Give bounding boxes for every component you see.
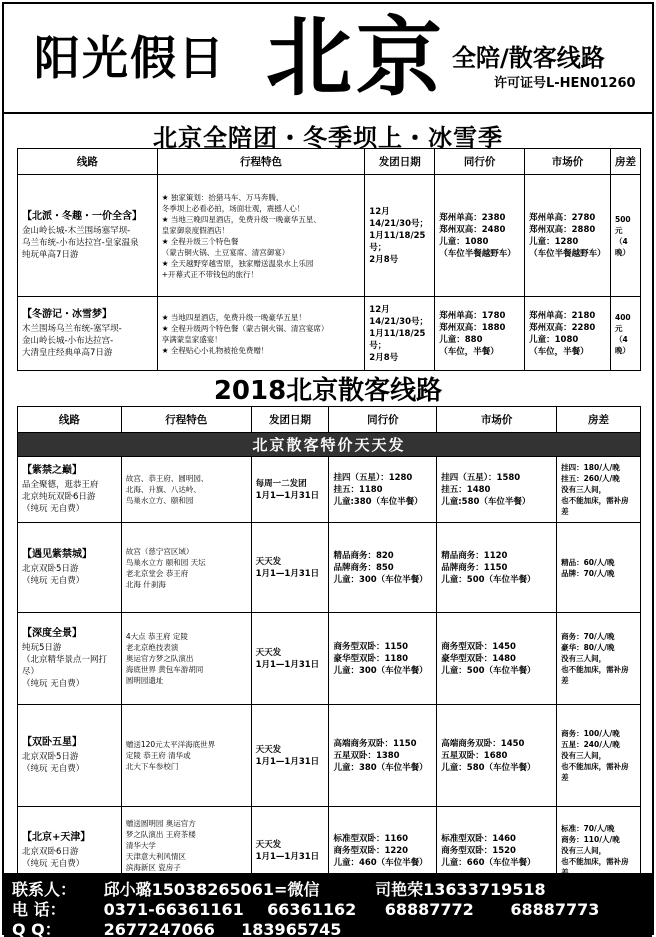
cell-line: 商务：100/人/晚	[561, 729, 620, 738]
cell-line: 老北京绝技表演	[125, 643, 179, 652]
cell-line: 五星双卧：1680	[441, 750, 508, 761]
cell-line: 儿童：580（车位半餐）	[441, 762, 536, 773]
cell-line: 冬季坝上必看必拍，场面壮观，震撼人心！	[161, 203, 305, 213]
cell-line: 金山岭长城-木兰围场塞罕坝-	[22, 225, 131, 236]
dates-cell	[365, 297, 435, 371]
cell-line: 没有三人间，	[561, 846, 607, 855]
cell-line: 儿童:580（车位半餐）	[441, 496, 531, 507]
cell-line: 圆明园遗址	[125, 676, 164, 685]
cell-line: 梦之队演出 王府茶楼	[125, 829, 196, 839]
room-diff-cell	[610, 175, 640, 297]
features-cell	[121, 457, 251, 523]
phone-number: 68887773	[510, 900, 600, 919]
cell-line: 挂五：1180	[333, 484, 383, 495]
table-row	[18, 175, 641, 297]
section1-title: 北京全陪团・冬季坝上・冰雪季	[153, 124, 503, 152]
phone-number: 68887772	[384, 900, 474, 919]
cell-line: 挂五：1480	[441, 484, 491, 495]
special-banner-row	[18, 433, 641, 457]
cell-line: ★ 当地四星酒店，免费升级一晚豪华五星！	[161, 312, 306, 322]
cell-line: 豪华型双卧：1480	[441, 653, 516, 664]
features-cell	[121, 613, 251, 705]
cell-line: 五星：240/人/晚	[561, 740, 620, 749]
cell-line: （纯玩 无自费）	[22, 763, 85, 774]
cell-line: 儿童：660（车位半餐）	[441, 857, 536, 868]
column-header: 房差	[610, 149, 640, 175]
cell-line: 北京双卧5日游	[22, 563, 79, 574]
cell-line: （纯玩 无自费）	[22, 503, 85, 514]
cell-line: ★ 全程升级三个特色餐	[161, 236, 239, 246]
cell-line: 1月1—1月31日	[255, 568, 320, 579]
cell-line: 儿童：500（车位半餐）	[441, 665, 536, 676]
cell-line: 商务型双卧：1150	[333, 641, 409, 652]
cell-line: 故宫、恭王府、圆明园、	[125, 474, 209, 483]
cell-line: 奥运官方梦之队演出	[125, 654, 194, 663]
cell-line: （纯玩 无自费）	[22, 575, 85, 586]
cell-line: 没有三人间，	[561, 751, 607, 760]
cell-line: 儿童：460（车位半餐）	[333, 857, 428, 868]
cell-line: 儿童：1080	[439, 236, 489, 247]
cell-line: 海底世界 黄包车游胡同	[125, 665, 204, 674]
special-banner: 北京散客特价天天发	[18, 433, 641, 457]
peer-price-cell	[329, 523, 437, 613]
features-cell	[157, 297, 365, 371]
cell-line: 赠送圆明园 奥运官方	[125, 818, 196, 828]
cell-line: 金山岭长城-小布达拉宫-	[22, 335, 114, 346]
route-cell	[18, 705, 122, 807]
header	[4, 4, 652, 114]
route-cell	[18, 457, 122, 523]
cell-line: 也不能加床，需补房	[561, 857, 629, 866]
cell-line: 也不能加床，需补房差	[561, 665, 629, 685]
column-header: 发团日期	[251, 407, 329, 433]
cell-line: 儿童:380（车位半餐）	[333, 496, 423, 507]
features-cell	[121, 523, 251, 613]
cell-line: 品全聚德，逛恭王府	[22, 479, 99, 490]
cell-line: 北京纯玩双卧6日游	[22, 491, 96, 502]
cell-line: 北大下车参校门	[125, 762, 179, 771]
cell-line: 儿童：1280	[529, 236, 579, 247]
column-header: 同行价	[329, 407, 437, 433]
table-row	[18, 297, 641, 371]
cell-line: （4晚）	[614, 334, 630, 355]
section2-header-row	[18, 407, 641, 433]
cell-line: 郑州双高：2880	[529, 224, 596, 235]
column-header: 线路	[18, 407, 122, 433]
cell-line: +开幕式正不带钱包的旅行！	[161, 269, 259, 279]
cell-line: 鸟巢水立方、颐和园	[125, 496, 194, 505]
route-cell	[18, 175, 158, 297]
column-header: 同行价	[435, 149, 525, 175]
cell-line: （车位，半餐）	[529, 346, 589, 357]
dates-cell	[365, 175, 435, 297]
cell-line: ★ 当地三晚四星酒店，免费升级一晚豪华五星、	[161, 214, 321, 224]
cell-line: 品牌商务：850	[333, 562, 394, 573]
route-name: 【冬游记・冰雪梦】	[22, 308, 112, 320]
qq-number: 2677247066	[103, 920, 215, 937]
column-header: 行程特色	[157, 149, 365, 175]
cell-line: 挂四（五星）：1580	[441, 472, 521, 483]
cell-line: 滨海新区 瓷房子	[125, 862, 181, 872]
cell-line: 没有三人间，	[561, 485, 607, 494]
cell-line: 精品商务：1120	[441, 550, 508, 561]
cell-line: 挂五：260/人/晚	[561, 474, 620, 483]
cell-line: 商务型双卧：1520	[441, 845, 516, 856]
cell-line: ★ 独家策划：抬猎马车、万马奔腾、	[161, 192, 284, 202]
route-cell	[18, 523, 122, 613]
section2-table	[17, 406, 641, 895]
cell-line: 12月14/21/30号；	[369, 206, 428, 229]
peer-price-cell	[329, 457, 437, 523]
cell-line: 12月14/21/30号；	[369, 304, 428, 327]
market-price-cell	[437, 613, 557, 705]
cell-line: 清华大学	[125, 840, 156, 850]
cell-line: 也不能加床，需补房差	[561, 762, 629, 782]
market-price-cell	[525, 297, 611, 371]
column-header: 线路	[18, 149, 158, 175]
cell-line: 也不能加床，需补房差	[561, 496, 629, 516]
cell-line: 儿童：880	[439, 334, 483, 345]
cell-line: 1月1—1月31日	[255, 756, 320, 767]
dates-cell	[251, 613, 329, 705]
cell-line: 儿童：300（车位半餐）	[333, 574, 428, 585]
cell-line: 郑州单高：2780	[529, 212, 596, 223]
cell-line: 享满蒙皇家盛宴！	[161, 334, 222, 344]
contact-person-2: 司艳荣13633719518	[375, 880, 546, 899]
dates-cell	[251, 705, 329, 807]
dates-cell	[251, 523, 329, 613]
cell-line: 鸟巢水立方 颐和园 天坛	[125, 557, 206, 567]
cell-line: （车位半餐越野车）	[439, 248, 516, 259]
cell-line: 天天发	[255, 744, 282, 755]
cell-line: 4大点 恭王府 定陵	[125, 632, 188, 641]
cell-line: 北海、升旗、八达岭、	[125, 485, 201, 494]
route-name: 【遇见紫禁城】	[22, 548, 92, 560]
peer-price-cell	[435, 175, 525, 297]
cell-line: 郑州单高：2180	[529, 310, 596, 321]
cell-line: 没有三人间，	[561, 654, 607, 663]
cell-line: 五星双卧：1380	[333, 750, 400, 761]
cell-line: 1月1—1月31日	[255, 490, 320, 501]
cell-line: ★ 全程贴心小礼物被抢免费赠！	[161, 345, 269, 355]
cell-line: 老北京堂会 恭王府	[125, 568, 189, 578]
route-name: 【紫禁之巅】	[22, 464, 82, 476]
cell-line: 郑州双高：2480	[439, 224, 506, 235]
cell-line: ★ 全天越野穿越雪原，独家赠送温泉水上乐园	[161, 258, 314, 268]
market-price-cell	[437, 523, 557, 613]
cell-line: 精品：60/人/晚	[561, 557, 615, 567]
cell-line: 标准型双卧：1160	[333, 833, 409, 844]
table-row	[18, 523, 641, 613]
cell-line: 北海 什刹海	[125, 579, 166, 589]
market-price-cell	[525, 175, 611, 297]
contact-label: 联系人：	[12, 880, 77, 899]
flyer-page	[2, 2, 654, 935]
qq-label: Q Q：	[12, 920, 61, 937]
market-price-cell	[437, 457, 557, 523]
cell-line: 1月11/18/25号；	[369, 230, 426, 253]
cell-line: 郑州单高：2380	[439, 212, 506, 223]
cell-line: 儿童：500（车位半餐）	[441, 574, 536, 585]
features-cell	[157, 175, 365, 297]
cell-line: 郑州双高：2280	[529, 322, 596, 333]
contact-person-1: 邱小璐15038265061=微信	[103, 880, 320, 899]
cell-line: 高端商务双卧：1150	[333, 738, 417, 749]
peer-price-cell	[435, 297, 525, 371]
cell-line: （北京精华景点一网打尽）	[22, 654, 108, 677]
cell-line: 郑州单高：1780	[439, 310, 506, 321]
room-diff-cell	[557, 457, 641, 523]
qq-line	[12, 917, 341, 937]
cell-line: 1月1—1月31日	[255, 851, 320, 862]
column-header: 市场价	[525, 149, 611, 175]
cell-line: 商务型双卧：1220	[333, 845, 409, 856]
phone-label: 电 话：	[12, 900, 66, 919]
cell-line: 2月8号	[369, 352, 399, 363]
column-header: 房差	[557, 407, 641, 433]
peer-price-cell	[329, 613, 437, 705]
cell-line: 儿童：300（车位半餐）	[333, 665, 428, 676]
brand-logo: 阳光假日	[34, 31, 226, 85]
cell-line: 天天发	[255, 839, 282, 850]
room-diff-cell	[557, 613, 641, 705]
cell-line: （车位半餐越野车）	[529, 248, 606, 259]
cell-line: 天天发	[255, 647, 282, 658]
cell-line: 纯玩单高7日游	[22, 249, 79, 260]
column-header: 市场价	[437, 407, 557, 433]
cell-line: 乌兰布统-小布达拉宫-皇家温泉	[22, 237, 139, 248]
cell-line: 纯玩5日游	[22, 642, 62, 653]
dates-cell	[251, 457, 329, 523]
cell-line: 挂四：180/人/晚	[561, 463, 620, 472]
cell-line: 1月11/18/25号；	[369, 328, 426, 351]
cell-line: 每周一二发团	[255, 478, 307, 489]
cell-line: 木兰围场乌兰布统-塞罕坝-	[22, 323, 122, 334]
section2-title: 2018北京散客线路	[213, 376, 443, 406]
cell-line: 品牌商务：1150	[441, 562, 508, 573]
tagline: 全陪/散客线路	[452, 44, 605, 72]
phone-number: 66361162	[267, 900, 357, 919]
cell-line: 品牌：70/人/晚	[561, 568, 615, 578]
cell-line: 豪华：80/人/晚	[561, 643, 615, 652]
cell-line: （车位，半餐）	[439, 346, 499, 357]
cell-line: 儿童：1080	[529, 334, 579, 345]
cell-line: 天天发	[255, 556, 282, 567]
column-header: 发团日期	[365, 149, 435, 175]
cell-line: 标准型双卧：1460	[441, 833, 516, 844]
route-cell	[18, 613, 122, 705]
phone-number: 0371-66361161	[103, 900, 244, 919]
cell-line: （4晚）	[614, 236, 630, 257]
cell-line: 商务：70/人/晚	[561, 632, 615, 641]
cell-line: （纯玩 无自费）	[22, 858, 85, 869]
license-number: 许可证号L-HEN01260	[494, 76, 636, 91]
room-diff-cell	[610, 297, 640, 371]
cell-line: 皇家御泉度假酒店！	[161, 225, 230, 235]
cell-line: 天津意大利风情区	[125, 851, 186, 861]
cell-line: 挂四（五星）：1280	[333, 472, 413, 483]
cell-line: 儿童：380（车位半餐）	[333, 762, 428, 773]
cell-line: 1月1—1月31日	[255, 659, 320, 670]
cell-line: 商务：110/人/晚	[561, 835, 620, 844]
room-diff-cell	[557, 523, 641, 613]
section1-table	[17, 148, 641, 371]
cell-line: 北京双卧6日游	[22, 846, 79, 857]
footer-contact	[4, 873, 652, 937]
cell-line: 500元	[614, 214, 631, 235]
table-row	[18, 457, 641, 523]
cell-line: 北京双卧5日游	[22, 751, 79, 762]
cell-line: 商务型双卧：1450	[441, 641, 516, 652]
cell-line: 400元	[614, 312, 631, 333]
room-diff-cell	[557, 705, 641, 807]
market-price-cell	[437, 705, 557, 807]
table-row	[18, 705, 641, 807]
city-title: 北京	[266, 8, 446, 108]
table-row	[18, 613, 641, 705]
cell-line: 精品商务：820	[333, 550, 394, 561]
route-cell	[18, 297, 158, 371]
cell-line: （纯玩 无自费）	[22, 678, 85, 689]
cell-line: 定陵 恭王府 清华或	[125, 751, 191, 760]
route-name: 【北京+天津】	[22, 831, 91, 843]
qq-number: 183965745	[241, 920, 342, 937]
cell-line: 故宫（慈宁宫区域）	[125, 546, 194, 556]
peer-price-cell	[329, 705, 437, 807]
cell-line: 高端商务双卧：1450	[441, 738, 525, 749]
cell-line: 郑州双高：1880	[439, 322, 506, 333]
cell-line: 2月8号	[369, 254, 399, 265]
cell-line: 赠送120元太平洋海底世界	[125, 740, 216, 749]
cell-line: ★ 全程升级两个特色餐（蒙古铜火锅、清宫宴席）	[161, 323, 329, 333]
route-name: 【深度全景】	[22, 627, 82, 639]
cell-line: 豪华型双卧：1180	[333, 653, 409, 664]
cell-line: 大清皇庄经典单高7日游	[22, 347, 113, 358]
column-header: 行程特色	[121, 407, 251, 433]
cell-line: （蒙古铜火锅、土豆宴席、清宫御宴）	[161, 247, 290, 257]
route-name: 【北派・冬趣・一价全含】	[22, 210, 142, 222]
section1-header-row	[18, 149, 641, 175]
features-cell	[121, 705, 251, 807]
route-name: 【双卧五星】	[22, 736, 82, 748]
cell-line: 标准：70/人/晚	[561, 824, 615, 833]
